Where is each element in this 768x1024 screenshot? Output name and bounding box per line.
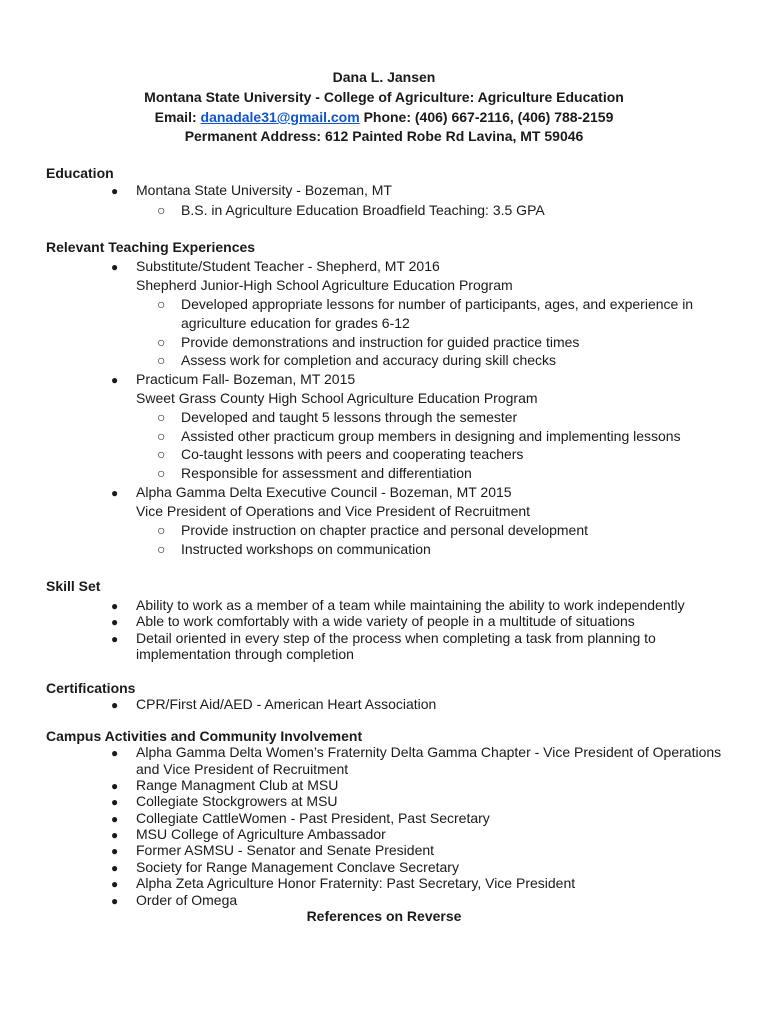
job-org: Sweet Grass County High School Agriculture Education Program: [136, 390, 538, 406]
job-item: Developed appropriate lessons for number of participants, ages, and experience in: [181, 296, 694, 312]
bullet-icon: ●: [111, 861, 119, 875]
hollow-bullet-icon: ○: [157, 296, 166, 312]
bullet-icon: ●: [111, 795, 119, 809]
school-line: Montana State University - College of Agriculture: Agriculture Education: [144, 89, 624, 105]
hollow-bullet-icon: ○: [157, 522, 166, 538]
job-item: Co-taught lessons with peers and cooperating teachers: [181, 446, 524, 462]
hollow-bullet-icon: ○: [157, 446, 166, 462]
campus-item: Order of Omega: [136, 892, 238, 908]
bullet-icon: ●: [111, 779, 119, 793]
hollow-bullet-icon: ○: [157, 202, 166, 218]
certifications-heading: Certifications: [46, 680, 136, 696]
skill-item: Ability to work as a member of a team while maintaining the ability to work independently: [136, 597, 685, 613]
hollow-bullet-icon: ○: [157, 428, 166, 444]
bullet-icon: ●: [111, 632, 119, 646]
education-heading: Education: [46, 165, 114, 181]
job-item: Responsible for assessment and differentiation: [181, 465, 472, 481]
campus-item-continued: and Vice President of Recruitment: [136, 761, 349, 777]
skills-heading: Skill Set: [46, 578, 101, 594]
education-school: Montana State University - Bozeman, MT: [136, 182, 392, 198]
campus-item: Society for Range Management Conclave Secretary: [136, 859, 459, 875]
references-note: References on Reverse: [306, 908, 462, 924]
skill-item: Detail oriented in every step of the process when completing a task from planning to: [136, 630, 656, 646]
job-item: Assisted other practicum group members in designing and implementing lessons: [181, 428, 681, 444]
bullet-icon: ●: [111, 615, 119, 629]
hollow-bullet-icon: ○: [157, 334, 166, 350]
email-label: Email:: [154, 109, 197, 125]
job-item: Developed and taught 5 lessons through the semester: [181, 409, 518, 425]
bullet-icon: ●: [111, 844, 119, 858]
hollow-bullet-icon: ○: [157, 352, 166, 368]
bullet-icon: ●: [111, 746, 119, 760]
campus-heading: Campus Activities and Community Involvement: [46, 728, 363, 744]
hollow-bullet-icon: ○: [157, 409, 166, 425]
job-org: Shepherd Junior-High School Agriculture Education Program: [136, 277, 513, 293]
campus-item: Former ASMSU - Senator and Senate President: [136, 842, 435, 858]
bullet-icon: ●: [111, 184, 119, 198]
phone-text: Phone: (406) 667-2116, (406) 788-2159: [363, 109, 614, 125]
bullet-icon: ●: [111, 486, 119, 500]
job-item: Instructed workshops on communication: [181, 541, 431, 557]
job-item: Provide demonstrations and instruction for guided practice times: [181, 334, 580, 350]
campus-item: Alpha Zeta Agriculture Honor Fraternity: Past Secretary, Vice President: [136, 875, 576, 891]
hollow-bullet-icon: ○: [157, 465, 166, 481]
skill-item: Able to work comfortably with a wide variety of people in a multitude of situations: [136, 613, 635, 629]
job-title: Substitute/Student Teacher - Shepherd, MT 2016: [136, 258, 440, 274]
job-title: Practicum Fall- Bozeman, MT 2015: [136, 371, 356, 387]
bullet-icon: ●: [111, 877, 119, 891]
bullet-icon: ●: [111, 698, 119, 712]
resume-name: Dana L. Jansen: [332, 69, 436, 85]
job-item-continued: agriculture education for grades 6-12: [181, 315, 410, 331]
campus-item: Range Managment Club at MSU: [136, 777, 339, 793]
contact-line: [0, 109, 768, 126]
teaching-heading: Relevant Teaching Experiences: [46, 239, 256, 255]
bullet-icon: ●: [111, 599, 119, 613]
bullet-icon: ●: [111, 812, 119, 826]
certification-item: CPR/First Aid/AED - American Heart Association: [136, 696, 437, 712]
bullet-icon: ●: [111, 260, 119, 274]
address-line: Permanent Address: 612 Painted Robe Rd Lavina, MT 59046: [184, 128, 584, 144]
campus-item: Collegiate Stockgrowers at MSU: [136, 793, 338, 809]
campus-item: Alpha Gamma Delta Women’s Fraternity Delta Gamma Chapter - Vice President of Operations: [136, 744, 722, 760]
job-org: Vice President of Operations and Vice President of Recruitment: [136, 503, 531, 519]
bullet-icon: ●: [111, 894, 119, 908]
campus-item: Collegiate CattleWomen - Past President, Past Secretary: [136, 810, 490, 826]
bullet-icon: ●: [111, 373, 119, 387]
hollow-bullet-icon: ○: [157, 541, 166, 557]
skill-item-continued: implementation through completion: [136, 646, 354, 662]
bullet-icon: ●: [111, 828, 119, 842]
job-title: Alpha Gamma Delta Executive Council - Bozeman, MT 2015: [136, 484, 512, 500]
email-link[interactable]: danadale31@gmail.com: [200, 109, 360, 125]
job-item: Assess work for completion and accuracy during skill checks: [181, 352, 557, 368]
education-degree: B.S. in Agriculture Education Broadfield Teaching: 3.5 GPA: [181, 202, 545, 218]
campus-item: MSU College of Agriculture Ambassador: [136, 826, 386, 842]
job-item: Provide instruction on chapter practice and personal development: [181, 522, 589, 538]
